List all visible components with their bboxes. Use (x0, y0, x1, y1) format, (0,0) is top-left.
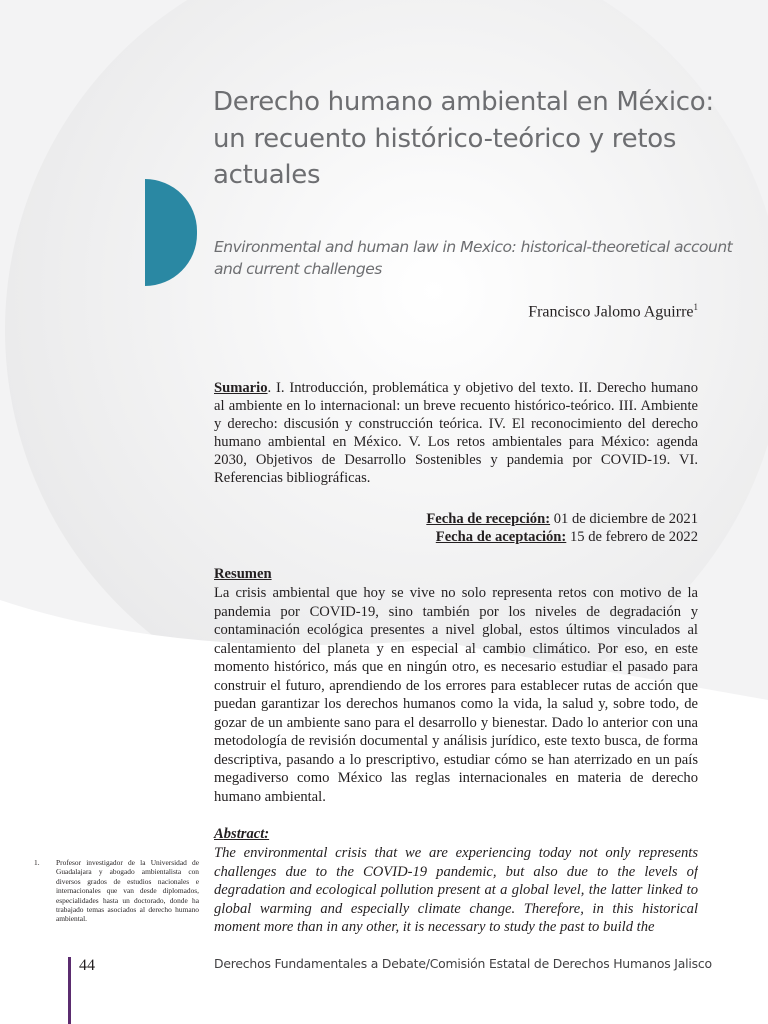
resumen-heading: Resumen (214, 566, 272, 582)
author-line (528, 302, 698, 321)
resumen-text: La crisis ambiental que hoy se vive no solo representa retos con motivo de la pandemia por COVID-19, sino también por los niveles de degradación y contaminación ecológica presentes a nivel global, estos últimos vinculados al calentamiento del planeta y en especial al cambio climático. Por eso, en este momento histórico, más que en ningún otro, es necesario estudiar el pasado para construir el futuro, aprendiendo de los errores para establecer rutas de acción que puedan garantizar los derechos humanos como la vida, la salud y, sobre todo, de gozar de un ambiente sano para el desarrollo y bienestar. Dado lo anterior con una metodología de revisión documental y análisis jurídico, este texto busca, de forma descriptiva, pasando a lo prescriptivo, estudiar cómo se han aterrizado en un país megadiverso como México las reglas internacionales en materia de derecho humano ambiental. (214, 585, 698, 805)
footnote-text: Profesor investigador de la Universidad de Guadalajara y abogado ambientalista con diversos grados de estudios nacionales e internacionales que van desde diplomados, especialidades hasta un doctorado, donde ha trabajado temas asociados al derecho humano ambiental. (56, 858, 199, 924)
abstract-heading: Abstract: (214, 826, 270, 842)
accepted-date (426, 528, 698, 546)
article-title: Derecho humano ambiental en México: un recuento histórico-teórico y retos actuales (213, 87, 714, 190)
abstract-text: The environmental crisis that we are experiencing today not only represents challenges due to the COVID-19 pandemic, but also due to the levels of degradation and ecological pollution present at a global level, the latter linked to global warming and especially climate change. Therefore, in this historical moment more than in any other, it is necessary to study the past to build the (214, 845, 698, 935)
summary-label: Sumario (214, 380, 268, 396)
author-name: Francisco Jalomo Aguirre (528, 303, 694, 321)
accepted-value: 15 de febrero de 2022 (566, 529, 698, 545)
article-subtitle: Environmental and human law in Mexico: historical-theoretical account and current challenges (214, 238, 733, 278)
dates-block (426, 510, 698, 546)
received-label: Fecha de recepción: (426, 511, 551, 527)
footnote (34, 858, 199, 924)
author-footnote-marker[interactable]: 1 (693, 302, 698, 312)
received-value: 01 de diciembre de 2021 (550, 511, 698, 527)
summary-text: . I. Introducción, problemática y objetivo del texto. II. Derecho humano al ambiente en lo internacional: un breve recuento histórico-teórico. III. Ambiente y derecho: discusión y construcción teórica. IV. El reconocimiento del derecho humano ambiental en México. V. Los retos ambientales para México: agenda 2030, Objetivos de Desarrollo Sostenibles y pandemia por COVID-19. VI. Referencias bibliográficas. (214, 380, 698, 486)
received-date (426, 510, 698, 528)
summary-block (214, 379, 698, 487)
footnote-number: 1. (34, 858, 40, 867)
journal-name: Derechos Fundamentales a Debate/Comisión Estatal de Derechos Humanos Jalisco (214, 956, 712, 971)
page-number: 44 (79, 957, 95, 974)
footer-accent-bar (68, 957, 71, 1024)
accepted-label: Fecha de aceptación: (435, 529, 567, 545)
